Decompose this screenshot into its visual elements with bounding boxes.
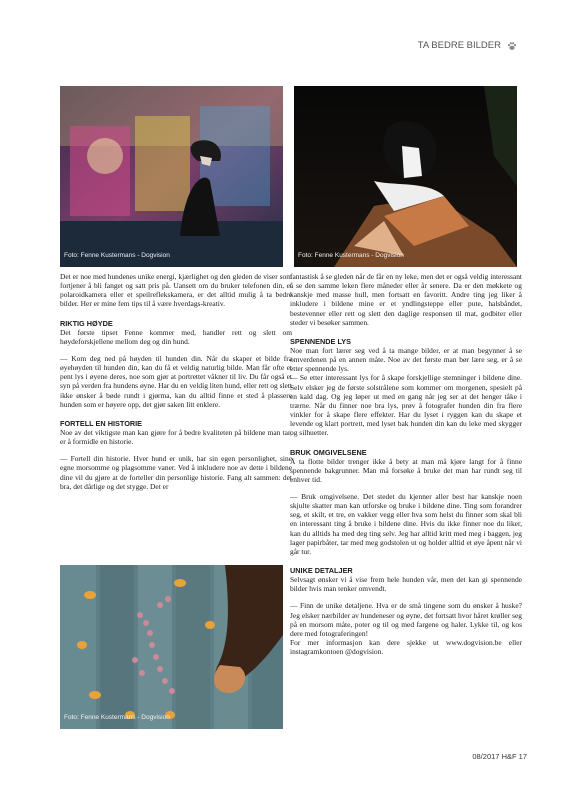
paragraph: Noe av det viktigste man kan gjøre for å bedre kvaliteten på bildene man tar, er å formidle en historie. [60,427,292,447]
page-number: 17 [518,752,527,761]
page-footer [472,752,527,761]
subheading: RIKTIG HØYDE [60,318,113,328]
paragraph: — Kom deg ned på høyden til hunden din. Når du skaper et bilde fra øyehøyden til hunden din, kan du få et veldig naturlig bilde. Man får ofte et pent lys i øyene deres, noe som gjør at portrettet våkner til liv. Du får også et syn på verden fra hundens øyne. Har du en veldig liten hund, eller rett og slett ikke ønsker å bøde rundt i gjørma, kan du alltid finne et sted å plassere hunden som er høyere opp, det gjør saken litt enklere. [60,353,292,409]
paragraph: — Fortell din historie. Hver hund er unik, har sin egen personlighet, sine egne morsomme og plagsomme vaner. Ved å inkludere noe av dette i bildene dine vil du gjøre at de forteller din personlige historie. Fang alt sammen: det bra, det dårlige og det stygge. Det er [60,454,292,491]
magazine-name: H&F [501,752,517,761]
paragraph: — Se etter interessant lys for å skape forskjellige stemninger i bildene dine. Selv elsker jeg de første solstrålene som kommer om morgenen, spesielt på en kald dag. Og jeg løper ut med en gang når jeg ser at det henger tåke i trærne. Når du finner noe bra lys, prøv å fotografer hunden din fra flere vinkler for å skape flere effekter. Har du lyset i ryggen kan du skape et levende og klart portrett, med lyset bak hunden din kan du leke med skygger og silhuetter. [290,373,522,438]
intro-paragraph: Det er noe med hundenes unike energi, kjærlighet og den gleden de viser som fortjener å bli fanget og satt pris på. Uansett om du bruker telefonen din, et polaroidkamera eller et speilreflekskamera, er det alltid mulig å ta bedre bilder. Her er mine fem tips til å være hverdags-kreativ. [60,272,292,309]
photo-credit: Foto: Fenne Kustermans - Dogvision [64,252,170,259]
subheading: FORTELL EN HISTORIE [60,418,143,428]
paragraph: Å ta flotte bilder trenger ikke å bety at man må kjøre langt for å finne spennende bakgrunner. Man må forsøke å bruke det man har rundt seg til enhver tid. [290,456,522,484]
subheading: SPENNENDE LYS [290,336,351,346]
paw-icon [507,41,517,51]
paragraph: — Finn de unike detaljene. Hva er de små tingene som du ønsker å huske? Jeg elsker nærbilder av hundeneser og øyne, det fortsatt hvor håret krøller seg på en morsom måte, poter og til og med fargene og haler. Lykke til, og kos dere med fotograferingen! [290,601,522,638]
photo-paw-detail [60,565,283,729]
running-header [418,40,517,51]
article-column-right [290,272,522,656]
paragraph: Noe man fort lærer seg ved å ta mange bilder, er at man begynner å se omverdenen på en annen måte. Noe av det første man bør lære seg, er å se etter spennende lys. [290,345,522,374]
photo-credit: Foto: Fenne Kustermans - Dogvision [64,714,170,721]
photo-stump-dog [294,86,517,267]
photo-credit: Foto: Fenne Kustermans - Dogvision [298,252,404,259]
paragraph: fantastisk å se gleden når de får en ny leke, men det er også veldig interessant å se den samme leken flere måneder eller år senere. Da er den møkkete og kanskje med masse hull, men fortsatt en favoritt. Andre ting jeg liker å inkludere i bildene mine er et yndlingsteppe eller pute, halsbåndet, bestevenner eller rett og slett den daglige responsen til mat, godbiter eller steder vi besøker sammen. [290,272,522,327]
paragraph: Det første tipset Fenne kommer med, handler rett og slett om høydeforskjellene mellom deg og din hund. [60,327,292,346]
article-column-left [60,272,292,491]
photo-graffiti-dog [60,86,283,267]
paragraph: Selvsagt ønsker vi å vise frem hele hunden vår, men det kan gi spennende bilder hvis man tenker omvendt. [290,575,522,594]
paragraph: For mer informasjon kan dere sjekke ut www.dogvision.be eller instagramkontoen @dogvision. [290,638,522,657]
subheading: BRUK OMGIVELSENE [290,447,367,457]
issue-number: 08/2017 [472,752,500,761]
section-title: TA BEDRE BILDER [417,40,501,51]
paragraph: — Bruk omgivelsene. Det stedet du kjenner aller best har kanskje noen skjulte skatter man kan utforske og bruke i bildene dine. Ting som forandrer seg, et skilt, et tre, en vakker vegg eller hva som helst du finner som skal bli en interessant ting å bruke i bildene dine. Hvis du ikke finner noe du liker, kan du alltids ha med deg ting selv. Jeg har alltid kritt med meg i baggen, jeg lager papirbåter, tar med meg godstolen ut og holder alltid et øye åpent når vi går tur. [290,491,522,556]
subheading: UNIKE DETALJER [290,566,353,576]
